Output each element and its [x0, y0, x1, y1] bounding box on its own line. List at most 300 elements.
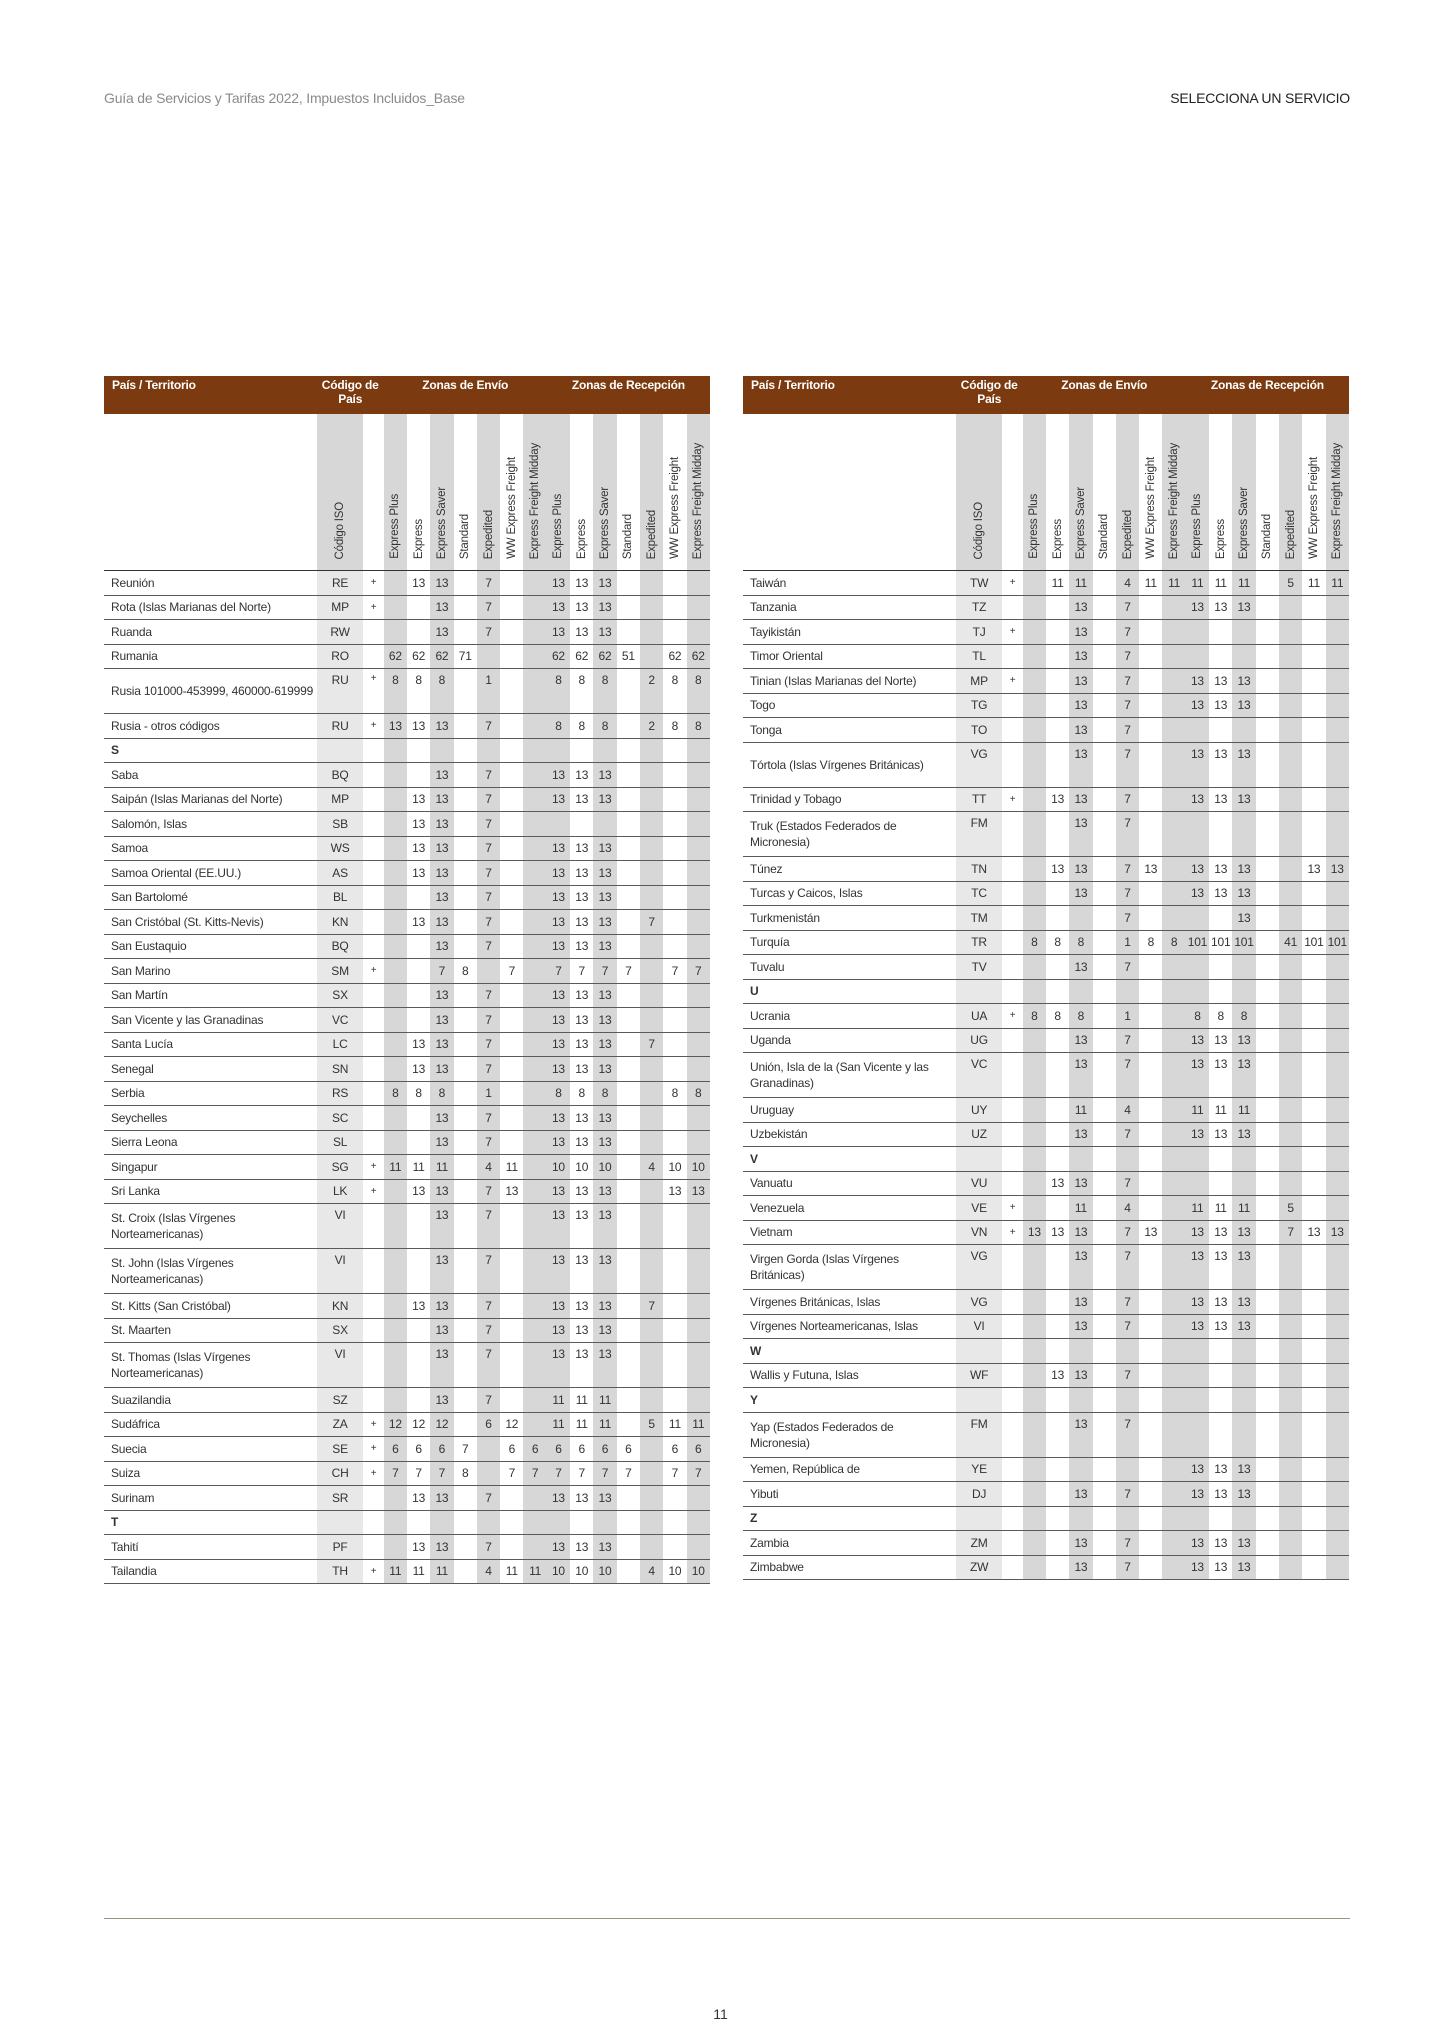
plus-marker	[1002, 1314, 1022, 1339]
send-zone-cell	[1093, 1482, 1116, 1507]
table-row	[104, 1032, 710, 1057]
cell	[407, 738, 430, 763]
send-zone-cell	[500, 1106, 523, 1131]
iso-code: KN	[317, 910, 364, 935]
receive-zone-cell: 13	[1232, 906, 1255, 931]
receive-zone-cell	[663, 1057, 686, 1082]
send-zone-cell	[500, 885, 523, 910]
iso-code: TW	[956, 571, 1003, 596]
iso-code: MP	[317, 787, 364, 812]
send-zone-cell: 13	[1046, 1220, 1069, 1245]
cell	[1116, 1339, 1139, 1364]
send-zone-cell: 11	[407, 1155, 430, 1180]
send-zone-cell	[1046, 742, 1069, 787]
send-zone-cell	[1093, 669, 1116, 694]
send-zone-cell	[454, 787, 477, 812]
send-zone-cell: 13	[407, 1486, 430, 1511]
country-zones-table-left	[104, 376, 710, 1584]
receive-zone-cell: 13	[593, 763, 616, 788]
send-zone-cell: 8	[1046, 930, 1069, 955]
iso-code: YE	[956, 1457, 1003, 1482]
send-zone-cell	[1046, 1122, 1069, 1147]
receive-zone-cell	[663, 1008, 686, 1033]
send-zone-cell: 13	[430, 714, 453, 739]
send-zone-cell	[1139, 1314, 1162, 1339]
receive-zone-cell: 13	[547, 763, 570, 788]
send-zone-cell	[384, 571, 407, 596]
receive-zone-cell: 10	[663, 1155, 686, 1180]
receive-zone-cell: 13	[593, 595, 616, 620]
send-zone-cell: 7	[1116, 881, 1139, 906]
send-zone-cell	[384, 983, 407, 1008]
cell	[1002, 1506, 1022, 1531]
receive-zone-cell	[1256, 955, 1279, 980]
receive-zone-cell: 13	[570, 1032, 593, 1057]
cell	[1326, 979, 1349, 1004]
receive-zone-cell	[617, 1130, 640, 1155]
receive-zone-cell: 13	[1232, 787, 1255, 812]
iso-code: PF	[317, 1535, 364, 1560]
send-zone-cell	[407, 595, 430, 620]
receive-zone-cell	[687, 1343, 710, 1388]
plus-marker	[363, 1318, 383, 1343]
send-zone-cell	[500, 1535, 523, 1560]
receive-zone-cell	[1209, 812, 1232, 857]
receive-zone-cell	[687, 620, 710, 645]
receive-zone-cell	[1326, 669, 1349, 694]
send-zone-cell: 12	[407, 1412, 430, 1437]
plus-marker	[363, 1106, 383, 1131]
receive-zone-cell: 13	[547, 836, 570, 861]
send-zone-cell	[1162, 1196, 1185, 1221]
send-zone-cell	[454, 1318, 477, 1343]
receive-zone-cell	[1232, 1171, 1255, 1196]
receive-zone-cell	[1232, 955, 1255, 980]
send-zone-cell: 7	[1116, 1314, 1139, 1339]
send-zone-cell: 11	[1069, 571, 1092, 596]
send-zone-cell	[500, 1204, 523, 1249]
plus-marker: +	[1002, 1220, 1022, 1245]
send-zone-cell	[500, 1486, 523, 1511]
receive-zone-cell: 7	[547, 959, 570, 984]
receive-zone-cell	[1326, 1363, 1349, 1388]
send-zone-cell	[1023, 1314, 1046, 1339]
receive-zone-cell: 13	[1186, 1531, 1209, 1556]
send-zone-cell: 7	[1116, 1171, 1139, 1196]
receive-zone-cell: 8	[547, 714, 570, 739]
service-label: Express	[1051, 518, 1064, 559]
receive-zone-cell: 13	[593, 571, 616, 596]
cell	[1139, 1388, 1162, 1413]
send-zone-cell	[1162, 644, 1185, 669]
send-zone-cell	[1023, 1290, 1046, 1315]
receive-zone-cell: 13	[593, 1032, 616, 1057]
letter-row	[743, 1506, 1349, 1531]
country-name: St. Croix (Islas Vírgenes Norteamericanas)	[104, 1204, 317, 1249]
send-zone-cell: 13	[430, 812, 453, 837]
receive-zone-cell	[1279, 742, 1302, 787]
header-blank	[743, 414, 956, 571]
cell	[1023, 1506, 1046, 1531]
receive-zone-cell: 13	[570, 1318, 593, 1343]
send-zone-cell: 8	[430, 1081, 453, 1106]
receive-zone-cell: 8	[687, 669, 710, 714]
cell	[500, 1510, 523, 1535]
plus-marker	[1002, 1122, 1022, 1147]
plus-marker	[1002, 955, 1022, 980]
cell	[956, 1388, 1003, 1413]
send-zone-cell	[454, 1179, 477, 1204]
send-zone-cell	[1162, 620, 1185, 645]
receive-zone-cell: 11	[1186, 1196, 1209, 1221]
receive-zone-cell: 13	[1326, 857, 1349, 882]
send-zone-cell	[1162, 1245, 1185, 1290]
send-zone-cell	[384, 959, 407, 984]
header-blank	[1002, 414, 1022, 571]
cell	[1069, 1506, 1092, 1531]
cell	[956, 979, 1003, 1004]
receive-zone-cell	[687, 1486, 710, 1511]
receive-zone-cell	[1209, 1412, 1232, 1457]
send-zone-cell: 13	[430, 861, 453, 886]
cell	[1302, 1506, 1325, 1531]
receive-zone-cell	[1302, 1028, 1325, 1053]
send-zone-cell	[500, 1081, 523, 1106]
send-zone-cell	[1093, 1290, 1116, 1315]
country-name: Rusia 101000-453999, 460000-619999	[104, 669, 317, 714]
send-zone-cell	[523, 1249, 546, 1294]
send-zone-cell	[384, 1204, 407, 1249]
receive-zone-cell	[593, 812, 616, 837]
send-zone-cell	[1023, 644, 1046, 669]
send-zone-cell: 13	[407, 714, 430, 739]
send-zone-cell: 7	[1116, 693, 1139, 718]
receive-zone-cell: 13	[1209, 742, 1232, 787]
cell	[363, 738, 383, 763]
table-row	[743, 718, 1349, 743]
cell	[1162, 1339, 1185, 1364]
receive-zone-cell: 13	[547, 595, 570, 620]
cell	[1069, 979, 1092, 1004]
country-name: Serbia	[104, 1081, 317, 1106]
receive-zone-cell: 13	[570, 1130, 593, 1155]
service-label: Standard	[622, 513, 635, 559]
send-zone-cell: 7	[1116, 1290, 1139, 1315]
service-label: Express Freight Midday	[692, 442, 705, 559]
receive-zone-cell: 13	[547, 983, 570, 1008]
send-zone-cell: 6	[430, 1437, 453, 1462]
plus-marker	[1002, 906, 1022, 931]
receive-zone-cell: 13	[547, 1057, 570, 1082]
send-zone-cell	[1093, 1053, 1116, 1098]
cell	[1232, 1147, 1255, 1172]
iso-code: TV	[956, 955, 1003, 980]
receive-zone-cell	[1209, 1171, 1232, 1196]
iso-code: VI	[317, 1249, 364, 1294]
send-zone-cell: 13	[1069, 1028, 1092, 1053]
receive-zone-cell	[663, 812, 686, 837]
receive-zone-cell	[1279, 644, 1302, 669]
cell	[1116, 979, 1139, 1004]
send-zone-cell: 1	[477, 669, 500, 714]
service-label: Express Saver	[1238, 486, 1251, 559]
send-zone-cell: 13	[1069, 1245, 1092, 1290]
send-zone-cell: 7	[477, 714, 500, 739]
iso-code: VE	[956, 1196, 1003, 1221]
send-zone-cell: 13	[1069, 1412, 1092, 1457]
plus-marker	[1002, 1555, 1022, 1580]
receive-zone-cell: 11	[1186, 1098, 1209, 1123]
send-zone-cell	[1093, 930, 1116, 955]
country-name: Tayikistán	[743, 620, 956, 645]
table-row	[104, 1412, 710, 1437]
receive-zone-cell	[1186, 906, 1209, 931]
receive-zone-cell: 13	[570, 885, 593, 910]
send-zone-cell	[523, 1057, 546, 1082]
send-zone-cell	[1046, 620, 1069, 645]
cell	[1046, 1339, 1069, 1364]
receive-zone-cell	[1209, 906, 1232, 931]
send-zone-cell: 7	[1116, 1220, 1139, 1245]
send-zone-cell: 11	[500, 1559, 523, 1584]
receive-zone-cell	[687, 812, 710, 837]
country-name: Senegal	[104, 1057, 317, 1082]
send-zone-cell: 8	[454, 959, 477, 984]
receive-zone-cell	[1302, 1004, 1325, 1029]
iso-code: TO	[956, 718, 1003, 743]
receive-zone-cell: 13	[1186, 595, 1209, 620]
table-row	[743, 1314, 1349, 1339]
country-name: Tanzania	[743, 595, 956, 620]
receive-zone-cell: 51	[617, 644, 640, 669]
send-zone-cell	[1139, 718, 1162, 743]
receive-zone-cell	[1232, 812, 1255, 857]
service-label: Expedited	[1284, 509, 1297, 559]
cell	[523, 738, 546, 763]
plus-marker: +	[363, 1437, 383, 1462]
receive-zone-cell: 13	[1186, 857, 1209, 882]
receive-zone-cell	[663, 1130, 686, 1155]
send-zone-cell	[407, 620, 430, 645]
country-name: Trinidad y Tobago	[743, 787, 956, 812]
send-zone-cell: 13	[430, 1318, 453, 1343]
send-zone-cell: 8	[384, 1081, 407, 1106]
send-zone-cell: 7	[477, 885, 500, 910]
receive-zone-cell	[1256, 787, 1279, 812]
select-service-link[interactable]: SELECCIONA UN SERVICIO	[1170, 90, 1350, 106]
receive-zone-cell	[617, 1008, 640, 1033]
receive-zone-cell	[1256, 644, 1279, 669]
receive-service-header	[1186, 414, 1209, 571]
receive-zone-cell: 10	[547, 1155, 570, 1180]
send-zone-cell	[1046, 1196, 1069, 1221]
receive-zone-cell: 7	[570, 959, 593, 984]
receive-zone-cell: 101	[1209, 930, 1232, 955]
send-zone-cell: 7	[477, 1294, 500, 1319]
country-name: Togo	[743, 693, 956, 718]
country-name: Zimbabwe	[743, 1555, 956, 1580]
receive-zone-cell	[640, 1343, 663, 1388]
receive-zone-cell	[663, 1535, 686, 1560]
receive-zone-cell	[1302, 1531, 1325, 1556]
receive-zone-cell: 11	[570, 1412, 593, 1437]
table-row	[104, 571, 710, 596]
receive-zone-cell: 13	[1209, 1531, 1232, 1556]
receive-zone-cell: 13	[1232, 1314, 1255, 1339]
send-zone-cell: 13	[1069, 1555, 1092, 1580]
send-zone-cell	[454, 1032, 477, 1057]
send-zone-cell: 8	[454, 1461, 477, 1486]
header-country: País / Territorio	[743, 376, 956, 414]
receive-zone-cell	[1302, 906, 1325, 931]
send-zone-cell	[454, 1388, 477, 1413]
letter-row	[743, 1339, 1349, 1364]
header-country-code: Código de País	[956, 376, 1023, 414]
receive-zone-cell	[1326, 1004, 1349, 1029]
receive-zone-cell: 11	[1232, 571, 1255, 596]
cell	[454, 1510, 477, 1535]
send-zone-cell	[454, 885, 477, 910]
send-zone-cell: 71	[454, 644, 477, 669]
receive-zone-cell: 13	[593, 1008, 616, 1033]
send-zone-cell: 13	[407, 1057, 430, 1082]
receive-zone-cell	[640, 1057, 663, 1082]
receive-zone-cell	[640, 959, 663, 984]
receive-zone-cell: 13	[547, 1294, 570, 1319]
receive-zone-cell	[663, 910, 686, 935]
receive-zone-cell	[687, 1294, 710, 1319]
plus-marker	[363, 983, 383, 1008]
receive-zone-cell: 7	[617, 959, 640, 984]
plus-marker	[363, 1204, 383, 1249]
receive-zone-cell: 13	[1232, 1290, 1255, 1315]
receive-zone-cell	[617, 1388, 640, 1413]
receive-service-header	[593, 414, 616, 571]
receive-service-header	[570, 414, 593, 571]
plus-marker	[1002, 1171, 1022, 1196]
cell	[1279, 1339, 1302, 1364]
receive-zone-cell	[617, 595, 640, 620]
table-row	[743, 955, 1349, 980]
receive-zone-cell	[663, 885, 686, 910]
send-zone-cell: 7	[477, 1179, 500, 1204]
section-letter: S	[104, 738, 317, 763]
send-zone-cell	[1046, 812, 1069, 857]
table-row	[743, 857, 1349, 882]
plus-marker	[363, 1343, 383, 1388]
receive-zone-cell: 13	[570, 1535, 593, 1560]
send-zone-cell	[523, 1204, 546, 1249]
send-zone-cell	[454, 1081, 477, 1106]
table-row	[104, 934, 710, 959]
receive-zone-cell: 13	[1232, 669, 1255, 694]
send-zone-cell	[1093, 1196, 1116, 1221]
receive-zone-cell	[663, 787, 686, 812]
send-zone-cell: 13	[430, 1032, 453, 1057]
send-zone-cell: 6	[477, 1412, 500, 1437]
send-zone-cell	[1139, 1053, 1162, 1098]
plus-marker	[1002, 1531, 1022, 1556]
receive-zone-cell: 11	[1326, 571, 1349, 596]
send-zone-cell: 11	[1046, 571, 1069, 596]
send-zone-cell: 13	[407, 1535, 430, 1560]
receive-zone-cell	[663, 983, 686, 1008]
plus-marker	[1002, 742, 1022, 787]
send-zone-cell	[1023, 1028, 1046, 1053]
receive-zone-cell: 7	[640, 1032, 663, 1057]
send-zone-cell	[1162, 693, 1185, 718]
receive-zone-cell: 13	[547, 1249, 570, 1294]
receive-zone-cell	[1256, 1098, 1279, 1123]
header-blank	[363, 414, 383, 571]
plus-marker: +	[1002, 1004, 1022, 1029]
country-zones-table-right	[743, 376, 1349, 1580]
iso-code: LC	[317, 1032, 364, 1057]
send-zone-cell	[454, 1343, 477, 1388]
receive-zone-cell	[640, 861, 663, 886]
send-zone-cell: 13	[407, 812, 430, 837]
send-zone-cell	[1023, 1412, 1046, 1457]
header-country-code: Código de País	[317, 376, 384, 414]
receive-zone-cell	[1326, 1457, 1349, 1482]
send-zone-cell	[1162, 1457, 1185, 1482]
send-zone-cell	[1162, 1412, 1185, 1457]
send-zone-cell: 7	[1116, 857, 1139, 882]
send-zone-cell	[1093, 1412, 1116, 1457]
receive-zone-cell	[1302, 787, 1325, 812]
send-zone-cell	[407, 1318, 430, 1343]
cell	[1186, 1339, 1209, 1364]
receive-zone-cell: 11	[547, 1412, 570, 1437]
send-zone-cell: 13	[1069, 595, 1092, 620]
country-name: Yibuti	[743, 1482, 956, 1507]
receive-zone-cell: 101	[1302, 930, 1325, 955]
send-zone-cell: 12	[500, 1412, 523, 1437]
receive-zone-cell: 13	[547, 1032, 570, 1057]
iso-code: SZ	[317, 1388, 364, 1413]
cell	[956, 1147, 1003, 1172]
plus-marker: +	[363, 1461, 383, 1486]
country-name: Sudáfrica	[104, 1412, 317, 1437]
send-service-header	[1162, 414, 1185, 571]
receive-zone-cell	[663, 1486, 686, 1511]
send-zone-cell	[1139, 1098, 1162, 1123]
send-zone-cell	[1046, 718, 1069, 743]
send-zone-cell: 62	[430, 644, 453, 669]
country-name: Salomón, Islas	[104, 812, 317, 837]
header-receive-zones: Zonas de Recepción	[547, 376, 710, 414]
receive-zone-cell: 13	[1186, 1555, 1209, 1580]
country-name: Tonga	[743, 718, 956, 743]
send-zone-cell: 13	[430, 1388, 453, 1413]
receive-zone-cell	[1256, 1028, 1279, 1053]
table-row	[104, 836, 710, 861]
send-zone-cell: 12	[430, 1412, 453, 1437]
send-zone-cell	[1046, 1457, 1069, 1482]
receive-zone-cell: 11	[1302, 571, 1325, 596]
send-zone-cell: 7	[1116, 787, 1139, 812]
receive-zone-cell	[1302, 595, 1325, 620]
send-zone-cell	[523, 934, 546, 959]
cell	[1302, 979, 1325, 1004]
receive-zone-cell	[617, 1155, 640, 1180]
cell	[1002, 1388, 1022, 1413]
receive-zone-cell: 13	[593, 1535, 616, 1560]
receive-zone-cell	[1279, 1028, 1302, 1053]
send-zone-cell: 8	[430, 669, 453, 714]
receive-zone-cell	[1256, 1196, 1279, 1221]
section-letter: W	[743, 1339, 956, 1364]
